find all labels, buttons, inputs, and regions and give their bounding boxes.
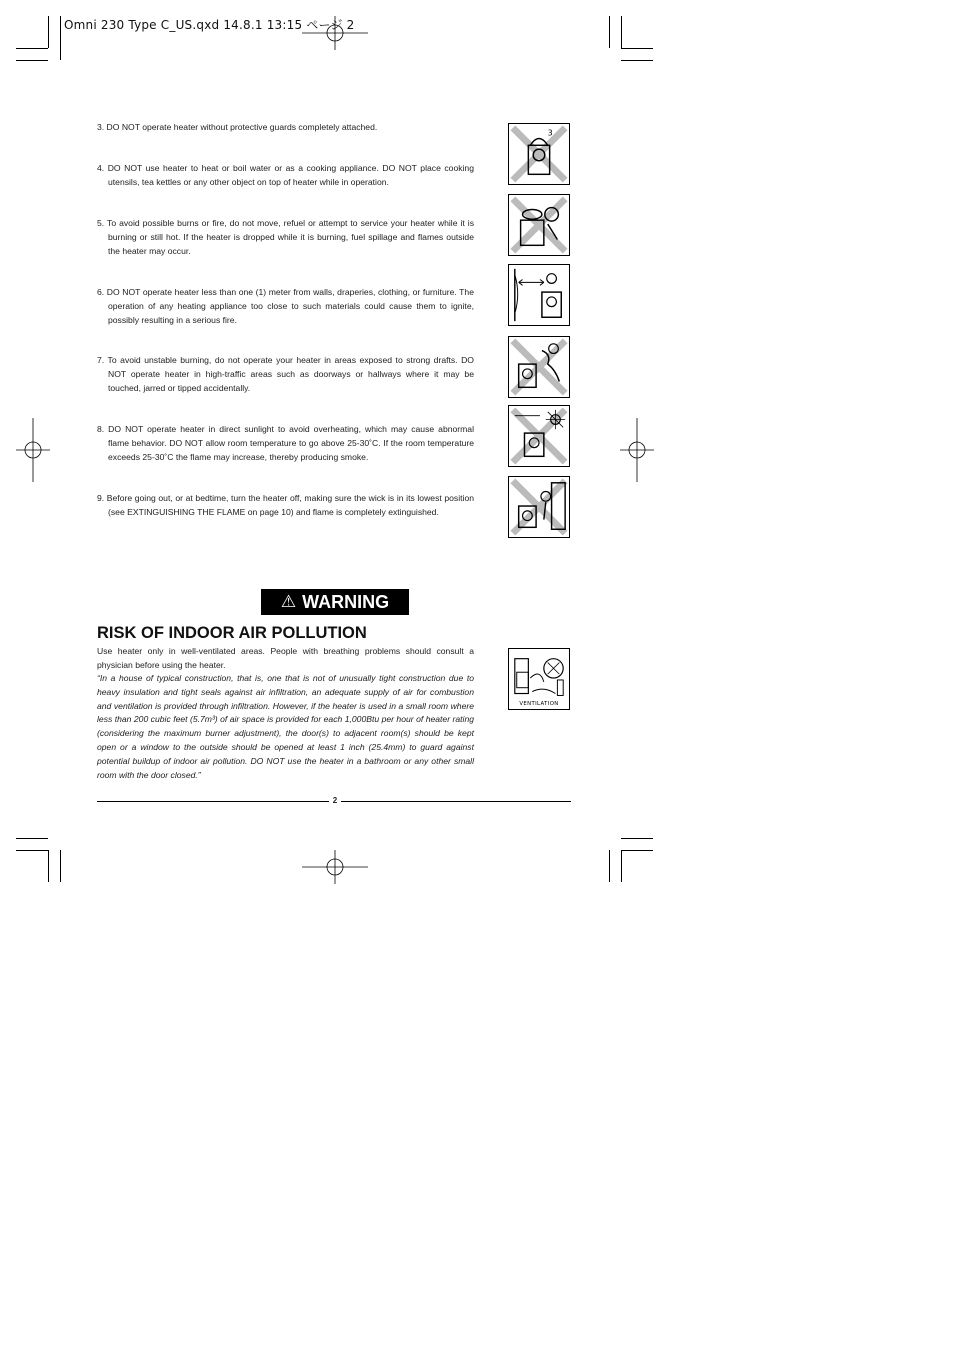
registration-mark-bottom	[302, 850, 368, 884]
ventilation-icon	[508, 648, 570, 710]
clearance-icon	[508, 264, 570, 326]
safety-item-7: 7. To avoid unstable burning, do not operate your heater in areas exposed to strong drafts. DO NOT operate heater in high-traffic areas such as doorways or hallways where it may be touched, jarred or tipped accidentally.	[97, 355, 474, 393]
safety-item-5: 5. To avoid possible burns or fire, do not move, refuel or attempt to service your heater while it is burning or still hot. If the heater is dropped while it is burning, fuel spillage and flames outside the heater may occur.	[97, 218, 474, 256]
safety-item-3: 3. DO NOT operate heater without protective guards completely attached.	[97, 122, 378, 132]
no-leave-on-icon	[508, 476, 570, 538]
ventilation-caption: VENTILATION	[519, 701, 559, 708]
footer-rule-right	[341, 801, 571, 802]
section-title: RISK OF INDOOR AIR POLLUTION	[97, 624, 367, 642]
no-draft-icon	[508, 336, 570, 398]
safety-item-4: 4. DO NOT use heater to heat or boil water or as a cooking appliance. DO NOT place cooking utensils, tea kettles or any other object on top of heater while in operation.	[97, 163, 474, 187]
warning-banner	[261, 589, 409, 615]
no-cooking-icon	[508, 194, 570, 256]
section-intro: Use heater only in well-ventilated areas. People with breathing problems should consult a physician before using the heater.	[97, 646, 474, 670]
no-guard-icon	[508, 123, 570, 185]
warning-label: WARNING	[302, 591, 390, 612]
safety-item-6: 6. DO NOT operate heater less than one (1) meter from walls, draperies, clothing, or furniture. The operation of any heating appliance too close to such materials could cause them to ignite, possibly resulting in a serious fire.	[97, 287, 474, 325]
safety-item-8: 8. DO NOT operate heater in direct sunlight to avoid overheating, which may cause abnormal flame behavior. DO NOT allow room temperature to go above 25-30˚C. If the room temperature exceeds 25-30˚C the flame may increase, thereby producing smoke.	[97, 424, 474, 462]
page-number: 2	[329, 796, 341, 805]
registration-mark-right	[620, 418, 654, 482]
footer-rule-left	[97, 801, 329, 802]
registration-mark-left	[16, 418, 50, 482]
file-label: Omni 230 Type C_US.qxd 14.8.1 13:15 ページ 2	[64, 18, 355, 32]
no-sunlight-icon	[508, 405, 570, 467]
registration-mark-top	[302, 16, 368, 50]
svg-text:3: 3	[547, 128, 553, 138]
safety-item-9: 9. Before going out, or at bedtime, turn the heater off, making sure the wick is in its lowest position (see EXTINGUISHING THE FLAME on page 10) and flame is completely extinguished.	[97, 493, 474, 517]
warning-triangle-icon: ⚠	[280, 592, 297, 611]
section-quote: “In a house of typical construction, that is, one that is not of unusually tight construction due to heavy insulation and tight seals against air infiltration, an adequate supply of air for combustion and ventilation is provided through infiltration. However, if the heater is used in a small room where less than 200 cubic feet (5.7m³) of air space is provided for each 1,000Btu per hour of heater rating (considering the maximum burner adjustment), the door(s) to adjacent room(s) should be kept open or a window to the outside should be opened at least 1 inch (25.4mm) to guard against potential buildup of indoor air pollution. DO NOT use the heater in a bathroom or any other small room with the door closed.”	[97, 673, 474, 780]
